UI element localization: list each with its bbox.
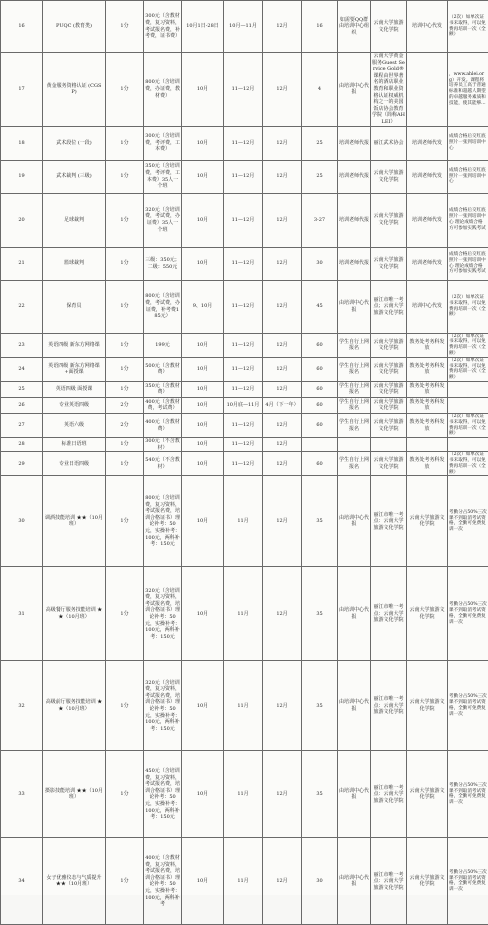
training-time: 11—12月 — [224, 193, 263, 247]
remarks: （2次）如单次证书未取得，可以免费再培训一次（全额） — [448, 413, 488, 437]
exam-location: 云南大学旅游文化学院 — [371, 397, 407, 413]
exam-time: 12月 — [263, 661, 302, 751]
registration-method — [338, 438, 371, 452]
signup-time: 10月 — [182, 397, 224, 413]
fee-detail: 320元（含培训费，复习资料，考试报名费，培训合格证书）理论补考：50元，实操补考：100元，两科补考：150元 — [144, 661, 182, 751]
exam-time: 12月 — [263, 751, 302, 838]
class-size: 60 — [302, 381, 338, 397]
training-time: 10月—11月 — [224, 1, 263, 53]
signup-time: 10月 — [182, 247, 224, 280]
exam-time: 12月 — [263, 838, 302, 925]
class-size: 16 — [302, 1, 338, 53]
signup-time: 10月 — [182, 381, 224, 397]
training-time: 11—12月 — [224, 160, 263, 193]
exam-location: 丽江市唯一考点：云南大学旅游文化学院 — [371, 567, 407, 661]
fee-detail: 500元（含教材费） — [144, 357, 182, 381]
table-row — [1, 476, 488, 567]
table-row — [1, 247, 488, 280]
remarks — [448, 438, 488, 452]
signup-time: 10月 — [182, 357, 224, 381]
cert-issuer: 培训老师代发 — [407, 126, 448, 160]
signup-time: 10月 — [182, 452, 224, 476]
cert-issuer: 教务处考务科发放 — [407, 333, 448, 357]
exam-location: 云南大学旅游文化学院 — [371, 357, 407, 381]
signup-time: 10月 — [182, 53, 224, 127]
fee-detail: 400元（含教材费） — [144, 413, 182, 437]
class-size: 30 — [302, 247, 338, 280]
exam-location: 丽江市唯一考点：云南大学旅游文化学院 — [371, 476, 407, 567]
registration-method: 培训老师代报 — [338, 247, 371, 280]
training-time: 11月 — [224, 661, 263, 751]
course-name: 武术裁判 (三级) — [43, 160, 106, 193]
signup-time: 10月1日-28日 — [182, 1, 224, 53]
fee-detail: 300元（含培训费，考评费，工本费） — [144, 126, 182, 160]
exam-location: 云南大学旅游文化学院 — [371, 333, 407, 357]
credit: 1分 — [106, 160, 144, 193]
exam-time: 12月 — [263, 53, 302, 127]
exam-location: 云南大学黄金服务Guest Service Gold®课程由世界著名的酒店职业教育和职业资格认证权威机构之一的美国饭店协会教育学院（简称AHLEI） — [371, 53, 407, 127]
class-size: 35 — [302, 567, 338, 661]
exam-location: 云南大学旅游文化学院 — [371, 1, 407, 53]
table-row — [1, 397, 488, 413]
table-row — [1, 438, 488, 452]
cert-issuer — [407, 53, 448, 127]
credit: 1分 — [106, 247, 144, 280]
signup-time: 10月 — [182, 567, 224, 661]
credit: 1分 — [106, 333, 144, 357]
training-time: 11—12月 — [224, 126, 263, 160]
exam-location: 云南大学旅游文化学院 — [371, 413, 407, 437]
exam-time: 12月 — [263, 413, 302, 437]
registration-method: 由培训中心代报 — [338, 567, 371, 661]
table-row — [1, 53, 488, 127]
course-name: 英语六级 — [43, 413, 106, 437]
credit: 1分 — [106, 193, 144, 247]
exam-location: 云南大学旅游文化学院 — [371, 247, 407, 280]
training-time: 11—12月 — [224, 357, 263, 381]
signup-time: 10月 — [182, 333, 224, 357]
signup-time: 10月 — [182, 413, 224, 437]
row-number: 19 — [1, 160, 43, 193]
exam-time: 12月 — [263, 280, 302, 333]
remarks: 成绩合格后交红底照片一张到培训中心 — [448, 160, 488, 193]
training-time: 11—12月 — [224, 53, 263, 127]
cert-issuer: 云南大学旅游文化学院 — [407, 838, 448, 925]
row-number: 32 — [1, 661, 43, 751]
remarks: 考勤分占50%三次课不到取消考试资格，全勤可免费复训一次 — [448, 567, 488, 661]
registration-method: 学生自行上网报名 — [338, 413, 371, 437]
row-number: 21 — [1, 247, 43, 280]
course-name: 专业日语四级 — [43, 452, 106, 476]
signup-time: 10月 — [182, 126, 224, 160]
registration-method: 由培训中心代报 — [338, 280, 371, 333]
remarks: （2次）如单次证书未取得，可以免费再培训一次（全额） — [448, 452, 488, 476]
remarks: ，www.ahlei.org）开发。课程将培养员工高于普通标准和超越人期望的卓越服务素质和技能，使其能够... — [448, 53, 488, 127]
class-size — [302, 438, 338, 452]
registration-method: 由培训中心代报 — [338, 53, 371, 127]
remarks — [448, 381, 488, 397]
remarks: （2次）如单次证书未取得，可以免费再培训一次（全额） — [448, 333, 488, 357]
exam-time: 12月 — [263, 567, 302, 661]
credit: 1分 — [106, 476, 144, 567]
signup-time: 10月 — [182, 438, 224, 452]
class-size: 60 — [302, 452, 338, 476]
credit: 2分 — [106, 413, 144, 437]
class-size: 60 — [302, 333, 338, 357]
row-number: 16 — [1, 1, 43, 53]
course-name: PUQC (教育类) — [43, 1, 106, 53]
credit: 2分 — [106, 397, 144, 413]
credit: 1分 — [106, 357, 144, 381]
course-name: 黄金服务资格认证 (CGSP) — [43, 53, 106, 127]
exam-location: 云南大学旅游文化学院 — [371, 193, 407, 247]
training-time: 11月 — [224, 751, 263, 838]
signup-time: 10月 — [182, 476, 224, 567]
class-size: 30 — [302, 838, 338, 925]
training-time: 11月 — [224, 567, 263, 661]
cert-issuer: 教务处考务科发放 — [407, 397, 448, 413]
table-row — [1, 452, 488, 476]
cert-issuer: 培训中心代发 — [407, 280, 448, 333]
credit: 1分 — [106, 751, 144, 838]
remarks: （2次）如单次证书未取得，可以免费再培训一次（全额） — [448, 1, 488, 53]
exam-time: 12月 — [263, 357, 302, 381]
course-name: 高级餐厅服务技能培训 ★★（10月班） — [43, 567, 106, 661]
table-row — [1, 357, 488, 381]
exam-time: 12月 — [263, 381, 302, 397]
exam-location — [371, 438, 407, 452]
fee-detail: 300元（含教材费，复习资料，考试报名费，补考费，证书费） — [144, 1, 182, 53]
fee-detail: 320元（含培训费，考试费，办证费）35人一个班 — [144, 193, 182, 247]
remarks: 考勤分占50%三次课不到取消考试资格，全勤可免费复训一次 — [448, 661, 488, 751]
row-number: 26 — [1, 397, 43, 413]
signup-time: 9、10月 — [182, 280, 224, 333]
table-row — [1, 413, 488, 437]
table-row — [1, 333, 488, 357]
training-time: 11月 — [224, 838, 263, 925]
exam-location: 丽江市唯一考点：云南大学旅游文化学院 — [371, 838, 407, 925]
cert-issuer: 云南大学旅游文化学院 — [407, 476, 448, 567]
exam-location: 丽江市唯一考点：云南大学旅游文化学院 — [371, 661, 407, 751]
remarks: 考勤分占50%三次课不到取消考试资格，全勤可免费复训一次 — [448, 751, 488, 838]
training-time: 11—12月 — [224, 280, 263, 333]
course-name: 足球裁判 — [43, 193, 106, 247]
remarks: 成绩合格后交红底照片一张到培训中心 — [448, 126, 488, 160]
row-number: 24 — [1, 357, 43, 381]
table-row — [1, 838, 488, 925]
row-number: 33 — [1, 751, 43, 838]
registration-method: 培训老师代报 — [338, 193, 371, 247]
row-number: 20 — [1, 193, 43, 247]
fee-detail: 800元（含培训费，考试费，办证费，补考费185元） — [144, 280, 182, 333]
class-size: 60 — [302, 397, 338, 413]
row-number: 27 — [1, 413, 43, 437]
training-time: 11—12月 — [224, 438, 263, 452]
credit: 1分 — [106, 452, 144, 476]
fee-detail: 450元（含培训费，复习资料，考试报名费，培训合格证书）理论补考：50元，实操补考：100元，两科补考：150元 — [144, 751, 182, 838]
cert-issuer: 培训中心代发 — [407, 1, 448, 53]
fee-detail: 320元（含培训费，复习资料，考试报名费，培训合格证书）理论补考：50元，实操补考：100元，两科补考：150元 — [144, 567, 182, 661]
exam-location: 丽江市唯一考点；云南大学旅游文化学院 — [371, 280, 407, 333]
class-size: 4 — [302, 53, 338, 127]
course-name: 摄影技能培训 ★★（10月班） — [43, 751, 106, 838]
course-name: 武术段位 (一段) — [43, 126, 106, 160]
table-row — [1, 280, 488, 333]
class-size: 35 — [302, 476, 338, 567]
credit: 1分 — [106, 53, 144, 127]
class-size: 35 — [302, 661, 338, 751]
registration-method: 如需要QQ群由培训中心组织 — [338, 1, 371, 53]
exam-time: 12月 — [263, 193, 302, 247]
credit: 1分 — [106, 381, 144, 397]
training-time: 10月底—11月 — [224, 397, 263, 413]
remarks — [448, 397, 488, 413]
credit: 1分 — [106, 126, 144, 160]
course-name: 英语四级 新东方网络课+面授课 — [43, 357, 106, 381]
fee-detail: 800元（含培训费，复习资料，考试报名费，培训合格证书）理论补考：50元，实操补考：100元，两科补考：150元 — [144, 476, 182, 567]
cert-issuer: 云南大学旅游文化学院 — [407, 751, 448, 838]
credit: 1分 — [106, 567, 144, 661]
remarks: 考勤分占50%三次课不到取消考试资格，全勤可免费复训一次 — [448, 476, 488, 567]
row-number: 22 — [1, 280, 43, 333]
registration-method: 学生自行上网报名 — [338, 357, 371, 381]
registration-method: 培训老师代报 — [338, 126, 371, 160]
row-number: 28 — [1, 438, 43, 452]
table-row — [1, 381, 488, 397]
cert-issuer: 培训老师代发 — [407, 247, 448, 280]
class-size: 45 — [302, 280, 338, 333]
course-name: 调酒技能培训 ★★（10月班） — [43, 476, 106, 567]
fee-detail: 350元（含教材费） — [144, 381, 182, 397]
row-number: 29 — [1, 452, 43, 476]
exam-location: 丽江市唯一考点：云南大学旅游文化学院 — [371, 751, 407, 838]
course-name: 标准日语班 — [43, 438, 106, 452]
fee-detail: 350元（含培训费，考评费，工本费）35人一个班 — [144, 160, 182, 193]
remarks: （2次）如单次证书未取得，可以免费再培训一次（全额） — [448, 280, 488, 333]
signup-time: 10月 — [182, 160, 224, 193]
row-number: 34 — [1, 838, 43, 925]
credit: 1分 — [106, 838, 144, 925]
class-size: 25 — [302, 126, 338, 160]
credit: 1分 — [106, 1, 144, 53]
signup-time: 10月 — [182, 838, 224, 925]
exam-time: 12月 — [263, 126, 302, 160]
registration-method: 由培训中心代报 — [338, 661, 371, 751]
class-size: 25 — [302, 160, 338, 193]
cert-issuer: 教务处考务科发放 — [407, 413, 448, 437]
row-number: 17 — [1, 53, 43, 127]
cert-issuer: 云南大学旅游文化学院 — [407, 567, 448, 661]
cert-issuer — [407, 438, 448, 452]
training-time: 11—12月 — [224, 452, 263, 476]
row-number: 18 — [1, 126, 43, 160]
remarks: 考勤分占50%三次课不到取消考试资格，全勤可免费复训一次 — [448, 838, 488, 925]
fee-detail: 800元（含培训费，办证费，教材费） — [144, 53, 182, 127]
remarks: 成绩合格后交红底照片一张到培训中心 理论成绩合格方可参加实践考试 — [448, 193, 488, 247]
registration-method: 由培训中心代报 — [338, 751, 371, 838]
table-row — [1, 160, 488, 193]
cert-issuer: 教务处考务科发放 — [407, 357, 448, 381]
table-row — [1, 1, 488, 53]
remarks: 成绩合格后交红底照片一张到培训中心 理论成绩合格方可参加实践考试 — [448, 247, 488, 280]
cert-issuer: 培训老师代发 — [407, 193, 448, 247]
signup-time: 10月 — [182, 661, 224, 751]
fee-detail: 199元 — [144, 333, 182, 357]
exam-location: 云南大学旅游文化学院 — [371, 452, 407, 476]
fee-detail: 400元（含教材费，考试费） — [144, 397, 182, 413]
exam-time: 12月 — [263, 438, 302, 452]
training-time: 11—12月 — [224, 381, 263, 397]
fee-detail: 400元（含教材费，复习资料，考试报名费，培训合格证书）理论补考：50元，实操补考：100元，两科补考 — [144, 838, 182, 925]
training-time: 11—12月 — [224, 247, 263, 280]
table-body — [1, 1, 488, 925]
course-name: 英语四级 新东方网络课 — [43, 333, 106, 357]
exam-location: 云南大学旅游文化学院 — [371, 381, 407, 397]
registration-method: 培训老师代报 — [338, 160, 371, 193]
exam-time: 12月 — [263, 333, 302, 357]
fee-detail: 300元（不含教材） — [144, 438, 182, 452]
exam-time: 12月 — [263, 1, 302, 53]
registration-method: 学生自行上网报名 — [338, 397, 371, 413]
exam-time: 12月 — [263, 452, 302, 476]
row-number: 30 — [1, 476, 43, 567]
fee-detail: 三级：350元；二级：550元 — [144, 247, 182, 280]
exam-time: 4月（下一年） — [263, 397, 302, 413]
training-time: 11—12月 — [224, 333, 263, 357]
training-time: 11月 — [224, 476, 263, 567]
row-number: 23 — [1, 333, 43, 357]
cert-issuer: 培训老师代发 — [407, 160, 448, 193]
fee-detail: 540元（不含教材） — [144, 452, 182, 476]
class-size: 60 — [302, 413, 338, 437]
class-size: 3-27 — [302, 193, 338, 247]
credit: 1分 — [106, 438, 144, 452]
exam-location: 丽江武术协会 — [371, 126, 407, 160]
course-name: 高级前厅服务技能培训 ★★（10月班） — [43, 661, 106, 751]
exam-location: 云南大学旅游文化学院 — [371, 160, 407, 193]
course-name: 英语四级 面授课 — [43, 381, 106, 397]
course-name: 女子优雅仪态与气质提升 ★★（10月班） — [43, 838, 106, 925]
signup-time: 10月 — [182, 193, 224, 247]
table-row — [1, 193, 488, 247]
registration-method: 学生自行上网报名 — [338, 452, 371, 476]
registration-method: 由培训中心代报 — [338, 476, 371, 567]
row-number: 31 — [1, 567, 43, 661]
class-size: 35 — [302, 751, 338, 838]
exam-time: 12月 — [263, 247, 302, 280]
exam-time: 12月 — [263, 160, 302, 193]
course-name: 篮球裁判 — [43, 247, 106, 280]
registration-method: 学生自行上网报名 — [338, 333, 371, 357]
cert-issuer: 教务处考务科发放 — [407, 381, 448, 397]
signup-time: 10月 — [182, 751, 224, 838]
course-name: 保育员 — [43, 280, 106, 333]
credit: 1分 — [106, 661, 144, 751]
class-size: 60 — [302, 357, 338, 381]
cert-issuer: 云南大学旅游文化学院 — [407, 661, 448, 751]
course-name: 专业英语四级 — [43, 397, 106, 413]
table-row — [1, 567, 488, 661]
table-row — [1, 126, 488, 160]
row-number: 25 — [1, 381, 43, 397]
table-row — [1, 661, 488, 751]
credit: 1分 — [106, 280, 144, 333]
remarks: （2次）如单次证书未取得，可以免费再培训一次（全额） — [448, 357, 488, 381]
registration-method: 由培训中心代报 — [338, 838, 371, 925]
exam-time: 12月 — [263, 476, 302, 567]
table-row — [1, 751, 488, 838]
registration-method: 学生自行上网报名 — [338, 381, 371, 397]
training-time: 11—12月 — [224, 413, 263, 437]
cert-issuer: 教务处考务科发放 — [407, 452, 448, 476]
